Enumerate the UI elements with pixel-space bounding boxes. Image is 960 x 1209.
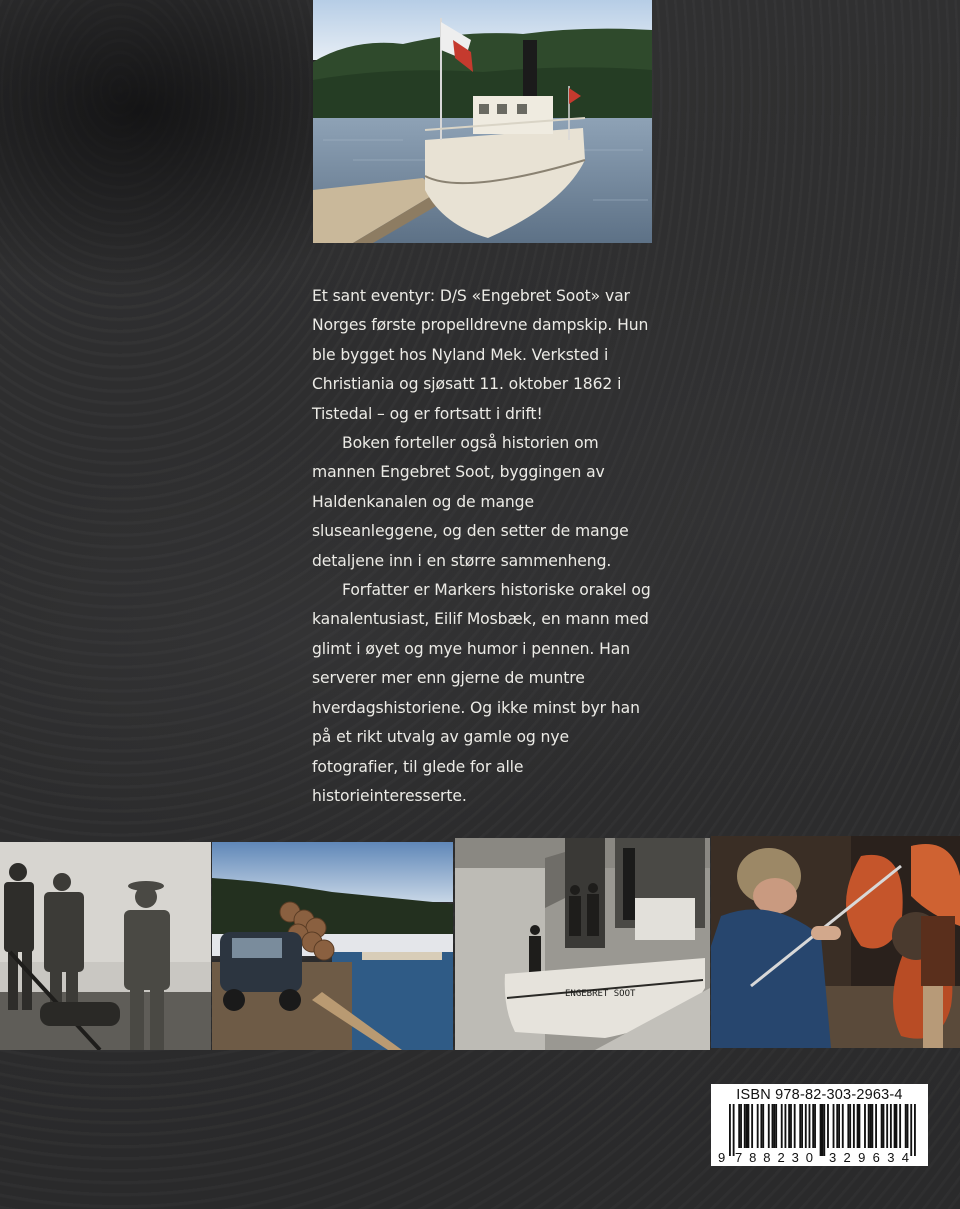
barcode-bars xyxy=(729,1104,916,1156)
boat-in-lock-photo xyxy=(455,838,710,1050)
barcode-digits-left: 788230 xyxy=(735,1150,813,1164)
propeller-repair-photo xyxy=(711,836,960,1048)
isbn-label: ISBN 978-82-303-2963-4 xyxy=(736,1087,903,1103)
barcode-digits-right: 329634 xyxy=(829,1150,909,1164)
steamboat-at-dock-photo xyxy=(313,0,652,243)
workers-photo xyxy=(0,842,211,1050)
boat-hull-text: ENGEBRET SOOT xyxy=(565,989,636,999)
blurb-paragraph-2: Boken forteller også historien om mannen Engebret Soot, byggingen av Haldenkanalen og de mange sluseanleggene, og den setter de mange detaljene inn i en større sammenheng. xyxy=(312,434,629,570)
isbn-barcode xyxy=(711,1084,928,1166)
blurb-paragraph-1: Et sant eventyr: D/S «Engebret Soot» var Norges første propelldrevne dampskip. Hun ble bygget hos Nyland Mek. Verksted i Christiania og sjøsatt 11. oktober 1862 i Tistedal – og er fortsatt i drift! xyxy=(312,287,649,423)
timber-truck-photo xyxy=(212,842,453,1050)
back-cover-blurb xyxy=(312,282,652,811)
barcode-digit-first: 9 xyxy=(718,1150,726,1164)
blurb-paragraph-3: Forfatter er Markers historiske orakel og kanalentusiast, Eilif Mosbæk, en mann med glimt i øyet og mye humor i pennen. Han serverer mer enn gjerne de muntre hverdagshistoriene. Og ikke minst byr han på et rikt utvalg av gamle og nye fotografier, til glede for alle historieinteresserte. xyxy=(312,581,651,805)
